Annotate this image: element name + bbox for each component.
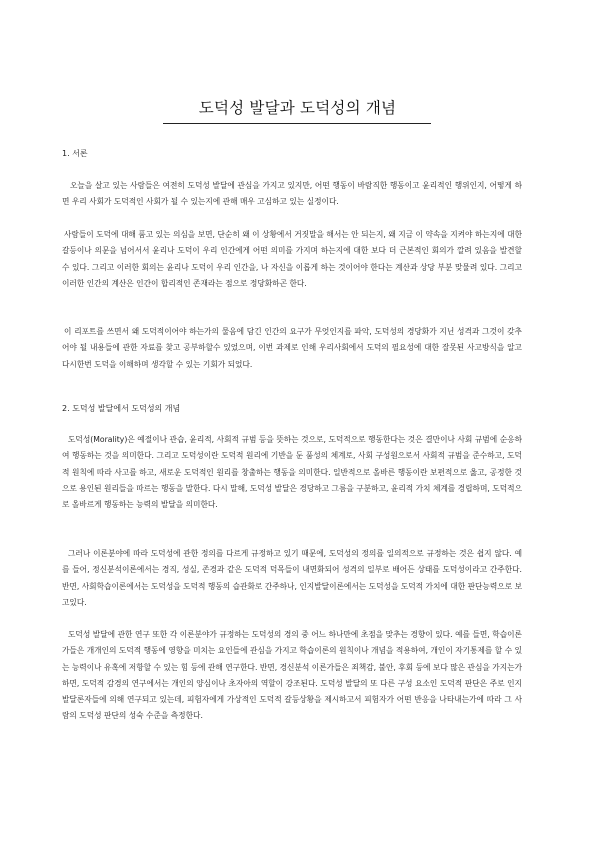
paragraph-concept-2: 그러나 이론분야에 따라 도덕성에 관한 정의를 다르게 규정하고 있기 때문에, 도덕성의 정의를 일의적으로 규정하는 것은 쉽지 않다. 예를 들어, 정신분석이론에서는 경직, 성실, 존경과 같은 도덕적 덕목들이 내면화되어 성격의 일부로 배어든 상태를 도덕성이라고 간주한다. 반면, 사회학습이론에서는 도덕성을 도덕적 행동의 습관화로 간주하나, 인지발달이론에서는 도덕성을 도덕적 가치에 대한 판단능력으로 보고있다.: [62, 549, 522, 607]
paragraph-intro-2: 사람들이 도덕에 대해 품고 있는 의심을 보면, 단순히 왜 이 상황에서 거짓말을 해서는 안 되는지, 왜 지금 이 약속을 지켜야 하는지에 대한 갈등이나 의문을 넘어서서 윤리나 도덕이 우리 인간에게 어떤 의미를 가지며 하는지에 대한 보다 더 근본적인 회의가 깔려 있음을 발견할 수 있다. 그리고 이러한 회의는 윤리나 도덕이 우리 인간을, 나 자신을 이롭게 하는 것이어야 한다는 계산과 상당 부분 맞물려 있다. 그리고 이러한 인간의 계산은 인간이 합리적인 존재라는 점으로 정당화하곤 한다.: [62, 230, 522, 288]
section-heading-introduction: 1. 서론: [62, 149, 88, 158]
paragraph-concept-1: 도덕성(Morality)은 예절이나 관습, 윤리적, 사회적 규범 등을 뜻하는 것으로, 도덕적으로 행동한다는 것은 결만이나 사회 규범에 순응하여 행동하는 것을 의미한다. 그리고 도덕성이란 도덕적 원리에 기반을 둔 품성의 체계로, 사회 구성원으로서 사회적 규범을 준수하고, 도덕적 원칙에 따라 사고를 하고, 새로운 도덕적인 원리를 창출하는 행동을 의미한다. 일반적으로 올바른 행동이란 보편적으로 옳고, 공정한 것으로 용인된 원리들을 따르는 행동을 말한다. 다시 말해, 도덕성 발달은 경당하고 그름을 구분하고, 윤리적 가치 체계를 경립하며, 도덕적으로 올바르게 행동하는 능력의 발달을 의미한다.: [62, 435, 522, 510]
section-heading-concept: 2. 도덕성 발달에서 도덕성의 개념: [62, 404, 181, 413]
document-title: 도덕성 발달과 도덕성의 개념: [198, 99, 397, 117]
title-underline: [163, 123, 431, 124]
paragraph-intro-1: 오늘을 살고 있는 사람들은 여전히 도덕성 발달에 관심을 가지고 있지만, 어떤 행동이 바람직한 행동이고 윤리적인 행위인지, 어떻게 하면 우리 사회가 도덕적인 사회가 될 수 있는지에 관해 매우 고심하고 있는 실정이다.: [62, 181, 522, 207]
paragraph-concept-3: 도덕성 발달에 관한 연구 또한 각 이론분야가 규정하는 도덕성의 경의 중 어느 하나만에 초점을 맞추는 경향이 있다. 예를 들면, 학습이론가들은 개개인의 도덕적 행동에 영향을 미치는 요인들에 관심을 가지고 학습이론의 원칙이나 개념을 적용하여, 개인이 자기통제를 할 수 있는 능력이나 유혹에 저항할 수 있는 힘 등에 관해 연구한다. 반면, 경신분석 이론가들은 죄책감, 불안, 후회 등에 보다 많은 관심을 가지는가 하면, 도덕적 감경의 연구에서는 개인의 양심이나 초자아의 역할이 강조된다. 도덕성 발달의 또 다른 구성 요소인 도덕적 판단은 주로 인지발달론자들에 의해 연구되고 있는데, 피험자에게 가상적인 도덕적 갈등상황을 제시하고서 피험자가 어떤 반응을 나타내는가에 따라 그 사람의 도덕성 판단의 성숙 수준을 측정한다.: [62, 630, 522, 721]
paragraph-intro-3: 이 리포트를 쓰면서 왜 도덕적이어야 하는가의 물음에 담긴 인간의 요구가 무엇인지를 파악, 도덕성의 경당화가 지닌 성격과 그것이 갖추어야 될 내용들에 관한 자료를 찾고 공부하할수 있었으며, 이번 과제로 인해 우리사회에서 도덕의 필요성에 대한 잘못된 사고방식을 알고 다시한번 도덕을 이해하며 생각할 수 있는 기회가 되었다.: [62, 327, 522, 369]
